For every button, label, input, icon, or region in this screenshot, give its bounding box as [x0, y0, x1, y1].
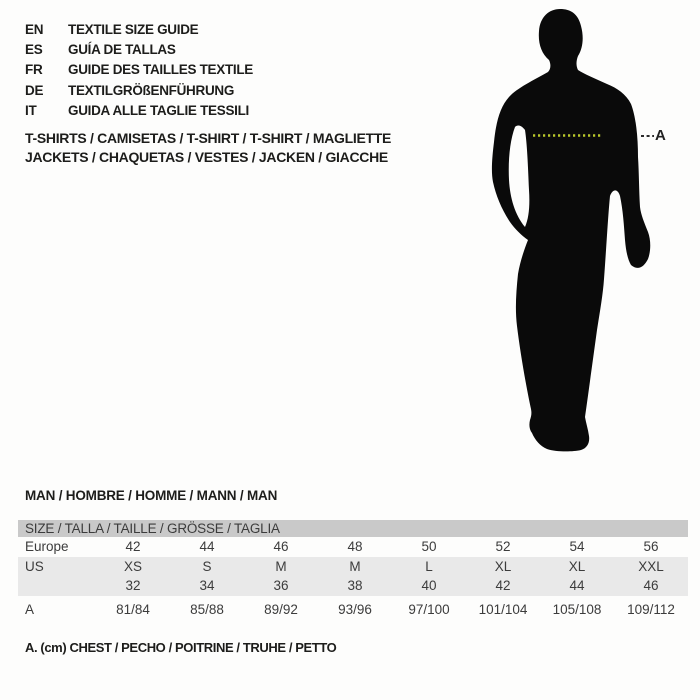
row-label: [18, 576, 96, 596]
language-row-es: [25, 39, 253, 59]
cell: 54: [569, 539, 585, 555]
product-line-jackets: JACKETS / CHAQUETAS / VESTES / JACKEN / GIACCHE: [25, 148, 388, 165]
language-code: ES: [25, 42, 43, 58]
language-label: GUIDA ALLE TAGLIE TESSILI: [68, 103, 249, 119]
language-label: TEXTILGRÖßENFÜHRUNG: [68, 82, 235, 98]
language-row-it: [25, 101, 253, 121]
cell: 32: [96, 576, 170, 596]
table-row-us-numeric: [18, 576, 688, 596]
cell: 48: [347, 539, 363, 555]
language-label: GUIDE DES TAILLES TEXTILE: [68, 62, 254, 78]
table-row-us-letter: [18, 557, 688, 577]
cell: 34: [170, 576, 244, 596]
cell: 109/112: [627, 601, 675, 617]
language-row-fr: [25, 60, 253, 80]
man-silhouette-figure: [460, 0, 700, 480]
cell: 56: [643, 539, 659, 555]
product-line-tshirts: T-SHIRTS / CAMISETAS / T-SHIRT / T-SHIRT / MAGLIETTE: [25, 130, 392, 146]
language-list: [25, 19, 253, 121]
language-row-de: [25, 80, 253, 100]
cell: 101/104: [478, 601, 528, 617]
language-label: TEXTILE SIZE GUIDE: [68, 21, 199, 37]
table-row-europe: [18, 537, 688, 557]
language-code: IT: [25, 103, 37, 119]
cell: M: [318, 557, 392, 577]
silhouette-shape: [492, 9, 650, 451]
cell: 44: [199, 539, 215, 555]
measurement-footnote: A. (cm) CHEST / PECHO / POITRINE / TRUHE / PETTO: [25, 640, 337, 655]
cell: M: [244, 557, 318, 577]
language-label: GUÍA DE TALLAS: [68, 42, 176, 58]
language-row-en: [25, 19, 253, 39]
table-row-chest-a: [18, 600, 688, 620]
cell: 81/84: [116, 601, 150, 617]
cell: S: [170, 557, 244, 577]
size-table-header-row: [18, 520, 688, 537]
cell: 46: [273, 539, 289, 555]
cell: XXL: [614, 557, 688, 577]
cell: 42: [466, 576, 540, 596]
cell: 46: [614, 576, 688, 596]
cell: 42: [125, 539, 141, 555]
cell: XS: [96, 557, 170, 577]
row-label: US: [18, 557, 96, 577]
cell: 105/108: [552, 601, 602, 617]
language-code: FR: [25, 62, 43, 78]
cell: L: [392, 557, 466, 577]
gender-heading: MAN / HOMBRE / HOMME / MANN / MAN: [25, 488, 278, 503]
cell: 97/100: [408, 601, 450, 617]
row-label: Europe: [25, 539, 69, 555]
cell: 40: [392, 576, 466, 596]
cell: 93/96: [338, 601, 372, 617]
cell: 36: [244, 576, 318, 596]
man-silhouette-svg: [460, 0, 700, 480]
language-code: DE: [25, 82, 44, 98]
size-table-header: SIZE / TALLA / TAILLE / GRÖSSE / TAGLIA: [18, 520, 688, 537]
cell: 44: [540, 576, 614, 596]
language-code: EN: [25, 21, 44, 37]
cell: XL: [466, 557, 540, 577]
cell: 52: [495, 539, 511, 555]
cell: 38: [318, 576, 392, 596]
cell: XL: [540, 557, 614, 577]
chest-measure-label-a: A: [655, 127, 666, 144]
row-label: A: [25, 601, 35, 617]
size-table-wrap: [18, 520, 688, 619]
cell: 50: [421, 539, 437, 555]
cell: 85/88: [190, 601, 224, 617]
product-types: [25, 129, 391, 166]
size-table: [18, 520, 688, 619]
cell: 89/92: [264, 601, 298, 617]
